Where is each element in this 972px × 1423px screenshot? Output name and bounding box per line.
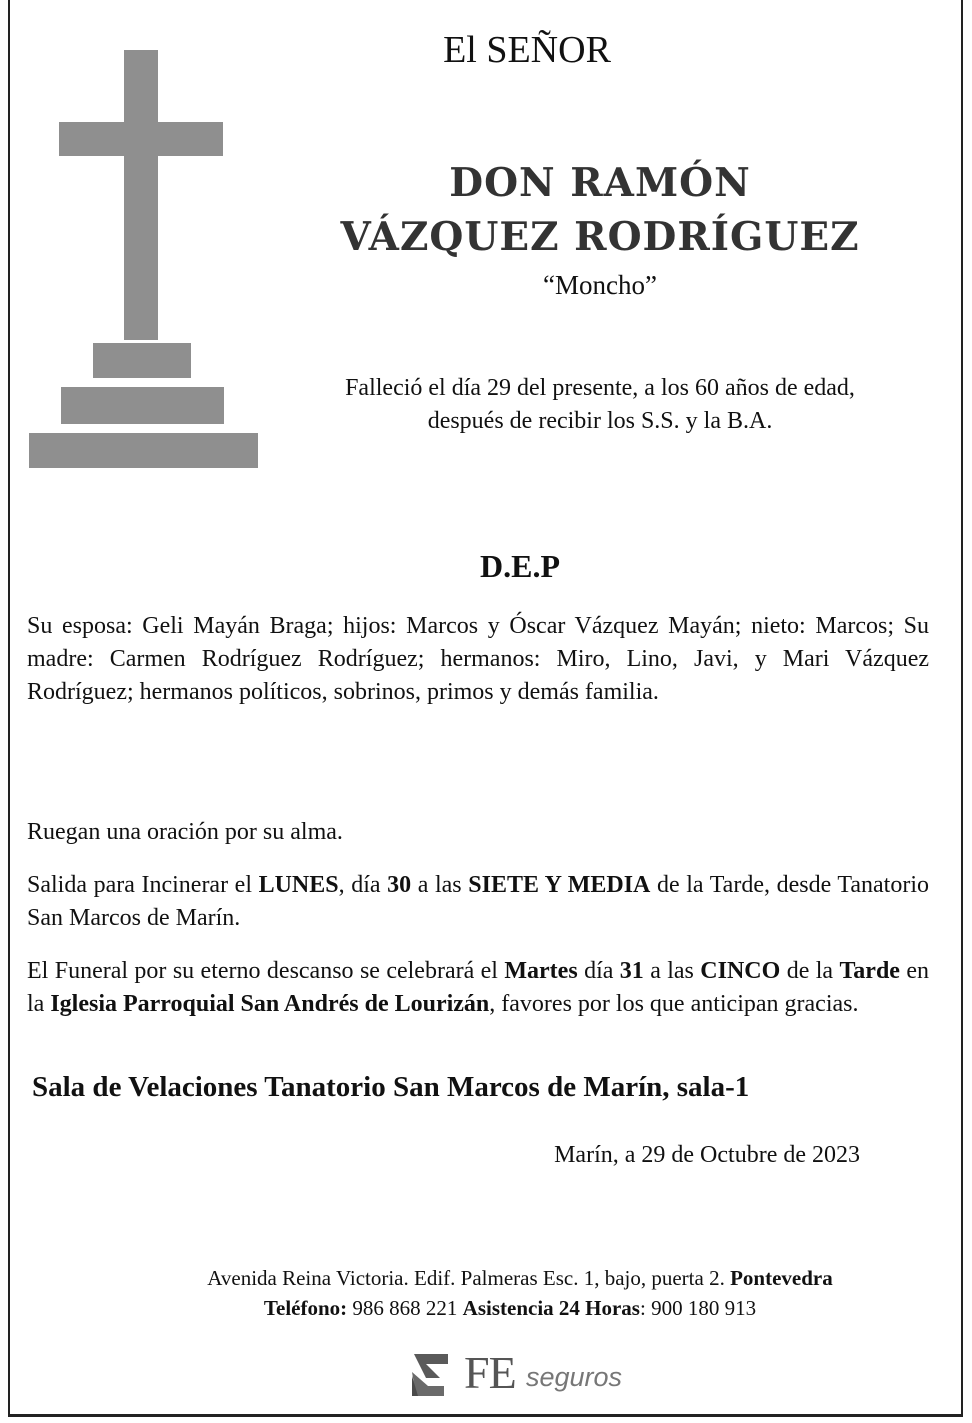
funeral-period: Tarde — [839, 958, 900, 984]
wake-room: Sala de Velaciones Tanatorio San Marcos de Marín, sala-1 — [32, 1071, 750, 1103]
phone-number: 986 868 221 — [347, 1296, 463, 1320]
funeral-day: Martes — [504, 958, 578, 984]
death-notice — [280, 372, 920, 438]
footer-contact: Teléfono: 986 868 221 Asistencia 24 Horas: 900 180 913 — [263, 1296, 757, 1320]
place-date: Marín, a 29 de Octubre de 2023 — [554, 1142, 860, 1168]
footer-address: Avenida Reina Victoria. Edif. Palmeras Esc. 1, bajo, puerta 2. Pontevedra — [207, 1266, 833, 1290]
departure-day: LUNES — [258, 872, 339, 898]
footer-city: Pontevedra — [730, 1266, 833, 1290]
logo-suffix: seguros — [526, 1362, 623, 1392]
assistance-number: 900 180 913 — [651, 1296, 757, 1320]
funeral-date: 31 — [619, 958, 644, 984]
family-paragraph: Su esposa: Geli Mayán Braga; hijos: Marcos y Óscar Vázquez Mayán; nieto: Marcos; Su madre: Carmen Rodríguez Rodríguez; hermanos: Miro, Lino, Javi, y Mari Vázquez Rodríguez; hermanos políticos, sobrinos, primos y demás familia. — [27, 613, 929, 705]
funeral-paragraph: El Funeral por su eterno descanso se celebrará el Martes día 31 a las CINCO de la Tarde en la Iglesia Parroquial San Andrés de Lourizán, favores por los que anticipan gracias. — [27, 958, 930, 1017]
cross-base-step-2 — [61, 387, 224, 424]
honorific-heading: El SEÑOR — [443, 29, 611, 71]
fe-logo-icon — [408, 1348, 648, 1404]
cross-horizontal-beam — [59, 122, 223, 156]
departure-time: SIETE Y MEDIA — [468, 872, 651, 898]
departure-paragraph: Salida para Incinerar el LUNES, día 30 a las SIETE Y MEDIA de la Tarde, desde Tanatorio San Marcos de Marín. — [27, 872, 929, 931]
deceased-name-line-1: DON RAMÓN — [449, 160, 751, 206]
death-notice-line-1: Falleció el día 29 del presente, a los 60 años de edad, — [345, 375, 855, 401]
deceased-name-line-2: VÁZQUEZ RODRÍGUEZ — [340, 214, 860, 260]
assistance-label: Asistencia 24 Horas — [462, 1296, 640, 1320]
nickname: “Moncho” — [543, 270, 657, 300]
funeral-time: CINCO — [700, 958, 781, 984]
funeral-church: Iglesia Parroquial San Andrés de Lourizán — [50, 991, 490, 1017]
logo-brand: FE — [464, 1347, 516, 1398]
departure-date: 30 — [387, 872, 412, 898]
cross-vertical-beam — [124, 50, 158, 340]
cross-base-step-1 — [93, 343, 191, 378]
prayer-request: Ruegan una oración por su alma. — [27, 819, 343, 845]
death-notice-line-2: después de recibir los S.S. y la B.A. — [427, 408, 773, 434]
dep-heading: D.E.P — [480, 548, 560, 584]
phone-label: Teléfono: — [263, 1296, 348, 1320]
cross-base-step-3 — [29, 433, 258, 468]
fe-logo-mark — [408, 1350, 458, 1402]
